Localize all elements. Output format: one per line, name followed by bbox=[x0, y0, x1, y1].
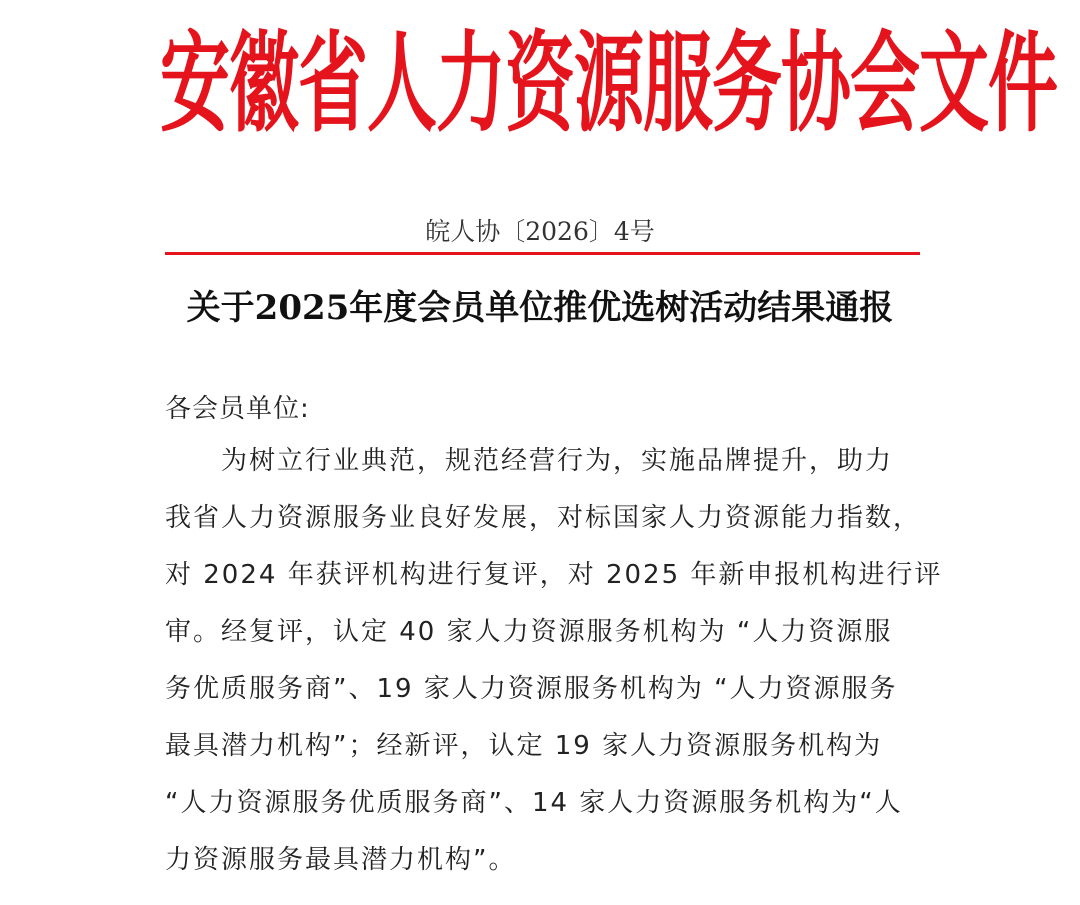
salutation: 各会员单位: bbox=[165, 394, 310, 424]
org-header-title: 安徽省人力资源服务协会文件 bbox=[160, 18, 1057, 148]
body-line: 对 2024 年获评机构进行复评，对 2025 年新申报机构进行评 bbox=[165, 560, 943, 590]
document-title: 关于2025年度会员单位推优选树活动结果通报 bbox=[186, 288, 894, 328]
body-line: 力资源服务最具潜力机构”。 bbox=[165, 845, 517, 875]
body-line: 我省人力资源服务业良好发展，对标国家人力资源能力指数， bbox=[165, 503, 922, 533]
body-line: 务优质服务商”、19 家人力资源服务机构为 “人力资源服务 bbox=[165, 674, 898, 704]
red-divider-line bbox=[165, 252, 920, 255]
body-line: 审。经复评，认定 40 家人力资源服务机构为 “人力资源服 bbox=[165, 617, 893, 647]
body-line: 为树立行业典范，规范经营行为，实施品牌提升，助力 bbox=[165, 446, 894, 476]
body-line: “人力资源服务优质服务商”、14 家人力资源服务机构为“人 bbox=[165, 788, 903, 818]
document-number: 皖人协〔2026〕4号 bbox=[425, 217, 655, 246]
body-line: 最具潜力机构”；经新评，认定 19 家人力资源服务机构为 bbox=[165, 731, 883, 761]
